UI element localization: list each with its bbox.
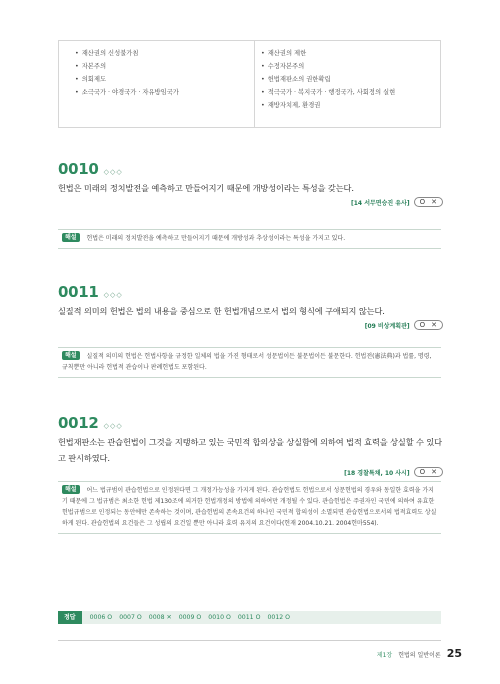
page-number: 25 [446, 647, 462, 660]
answer-label: 정답 [58, 611, 82, 624]
list-item: • 재산권의 제한 [261, 47, 440, 60]
page-footer [377, 647, 462, 660]
list-item: • 재산권의 신성불가침 [75, 47, 254, 60]
footer-chapter: 제1장 [376, 652, 393, 659]
explanation-badge: 해설 [62, 485, 80, 494]
explanation-text: 실질적 의미의 헌법은 헌법사항을 규정한 일체의 법을 가진 형태로서 성문법이든 불문법이든 불문한다. 헌법전(憲法典)과 법률, 명령, 규칙뿐만 아니라 헌법적 관습이나 판례헌법도 포함된다. [62, 353, 432, 371]
explanation-box [58, 229, 441, 249]
question-0010 [58, 160, 443, 207]
x-mark[interactable]: ✕ [431, 198, 437, 206]
footer-title: 헌법의 일반이론 [398, 652, 441, 659]
explanation-badge: 해설 [62, 233, 80, 242]
list-item: • 재방자치제, 환경권 [261, 99, 440, 112]
o-mark[interactable]: O [419, 321, 426, 329]
explanation-text: 헌법은 미래의 정치발전을 예측하고 만들어지기 때문에 개방성과 추상성이라는 특성을 가지고 있다. [86, 235, 346, 242]
answer-bar [58, 611, 441, 624]
list-item: • 적극국가 · 복지국가 · 행정국가, 사회정의 실현 [261, 86, 440, 99]
comparison-right-column [254, 41, 440, 127]
answer-item: 0009 O [178, 614, 202, 621]
question-source: [09 비상계획관] [364, 322, 410, 330]
question-source: [18 경찰특채, 10 사시] [344, 469, 410, 477]
answer-item: 0007 O [119, 614, 142, 621]
list-item: • 소극국가 · 야경국가 · 자유방임국가 [75, 86, 254, 99]
list-item: • 수정자본주의 [261, 60, 440, 73]
question-number: 0011 [58, 283, 99, 301]
ox-check-box[interactable] [414, 320, 443, 330]
explanation-badge: 해설 [62, 351, 80, 360]
question-source: [14 서무면승진 유사] [351, 199, 410, 207]
question-text: 헌법재판소는 관습헌법이 그것을 지탱하고 있는 국민적 합의상을 상실함에 의하여 법적 효력을 상실할 수 있다고 판시하였다. [58, 437, 442, 463]
difficulty-diamonds: ◇◇◇ [103, 168, 123, 176]
difficulty-diamonds: ◇◇◇ [103, 422, 123, 430]
x-mark[interactable]: ✕ [431, 321, 437, 329]
answer-item: 0012 O [267, 614, 291, 621]
ox-check-box[interactable] [414, 467, 443, 477]
explanation-box [58, 347, 441, 378]
question-number: 0012 [58, 414, 99, 432]
list-item: • 의회제도 [75, 73, 254, 86]
footer-divider [58, 640, 441, 641]
question-text: 실질적 의미의 헌법은 법의 내용을 중심으로 한 헌법개념으로서 법의 형식에 구애되지 않는다. [58, 306, 385, 316]
question-0012 [58, 414, 443, 477]
difficulty-diamonds: ◇◇◇ [103, 291, 123, 299]
explanation-box [58, 481, 441, 534]
o-mark[interactable]: O [419, 198, 426, 206]
answer-item: 0011 O [237, 614, 261, 621]
x-mark[interactable]: ✕ [431, 468, 437, 476]
answer-item: 0010 O [208, 614, 231, 621]
ox-check-box[interactable] [414, 197, 443, 207]
list-item: • 헌법재판소의 권한확립 [261, 73, 440, 86]
question-number: 0010 [58, 160, 99, 178]
question-text: 헌법은 미래의 정치발전을 예측하고 만들어지기 때문에 개방성이라는 특성을 갖는다. [58, 183, 354, 193]
comparison-table [58, 40, 441, 128]
question-0011 [58, 283, 443, 330]
comparison-left-column [59, 41, 254, 127]
answer-item: 0006 O [89, 614, 113, 621]
answer-item: 0008 ✕ [148, 614, 172, 621]
o-mark[interactable]: O [419, 468, 426, 476]
list-item: • 자본주의 [75, 60, 254, 73]
explanation-text: 어느 법규범이 관습헌법으로 인정된다면 그 개정가능성을 가지게 된다. 관습헌법도 헌법으로서 성문헌법의 경우와 동일한 효력을 가지기 때문에 그 법규범은 최소한 헌법 제130조에 의거한 헌법개정의 방법에 의하여만 개정될 수 있다. 관습헌법은 주권자인 국민에 의하여 유효한 헌법규범으로 인정되는 동안에만 존속하는 것이며, 관습헌법의 존속요건의 하나인 국민적 합의성이 소멸되면 관습헌법으로서의 법적효력도 상실하게 된다. 관습헌법의 요건들은 그 성립의 요건일 뿐만 아니라 효력 유지의 요건이다(헌재 2004.10.21. 2004헌마554). [62, 487, 437, 527]
answer-list [82, 614, 290, 621]
